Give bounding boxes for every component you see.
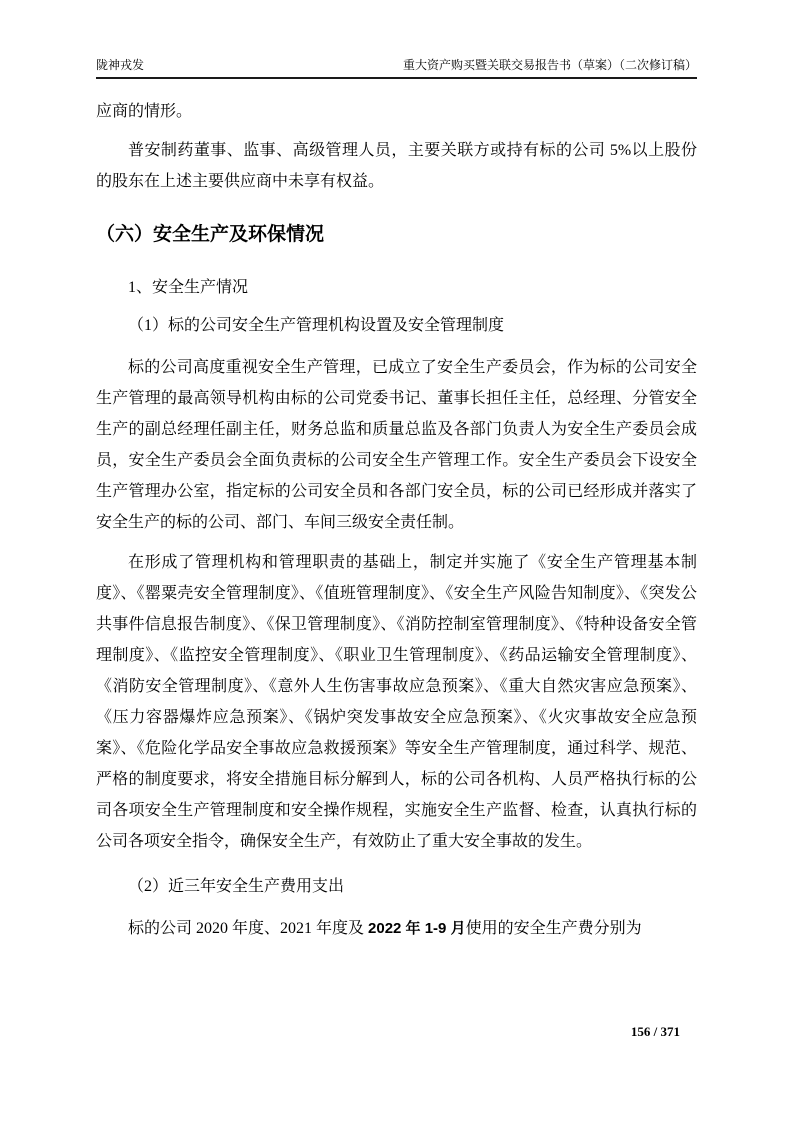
paragraph-shareholders: 普安制药董事、监事、高级管理人员，主要关联方或持有标的公司 5%以上股份的股东在上述主要供应商中未享有权益。 — [96, 142, 697, 190]
safety-fee-text-post: 使用的安全生产费分别为 — [465, 920, 642, 937]
subheading-safety-expenses: （2）近三年安全生产费用支出 — [128, 878, 345, 895]
paragraph-safety-committee: 标的公司高度重视安全生产管理，已成立了安全生产委员会，作为标的公司安全生产管理的最高领导机构由标的公司党委书记、董事长担任主任，总经理、分管安全生产的副总经理任副主任，财务总监和质量总监及各部门负责人为安全生产委员会成员，安全生产委员会全面负责标的公司安全生产管理工作。安全生产委员会下设安全生产管理办公室，指定标的公司安全员和各部门安全员，标的公司已经形成并落实了安全生产的标的公司、部门、车间三级安全责任制。 — [96, 359, 697, 531]
page-content — [96, 79, 697, 944]
subheading-safety-production: 1、安全生产情况 — [128, 279, 249, 296]
page-number: 156 / 371 — [630, 1024, 680, 1039]
page-header — [96, 0, 697, 79]
safety-fee-period-bold: 2022 年 1-9 月 — [368, 920, 466, 937]
subheading-management-structure: （1）标的公司安全生产管理机构设置及安全管理制度 — [128, 317, 505, 334]
paragraph-continuation: 应商的情形。 — [96, 103, 193, 120]
header-right-title: 重大资产购买暨关联交易报告书（草案）（二次修订稿） — [402, 58, 697, 72]
paragraph-safety-fee — [96, 913, 697, 944]
header-left-title: 陇神戎发 — [96, 58, 145, 72]
safety-fee-text-pre: 标的公司 2020 年度、2021 年度及 — [128, 920, 369, 937]
section-heading: （六）安全生产及环保情况 — [96, 224, 325, 245]
paragraph-safety-regulations: 在形成了管理机构和管理职责的基础上，制定并实施了《安全生产管理基本制度》、《罂粟壳安全管理制度》、《值班管理制度》、《安全生产风险告知制度》、《突发公共事件信息报告制度》、《保卫管理制度》、《消防控制室管理制度》、《特种设备安全管理制度》、《监控安全管理制度》、《职业卫生管理制度》、《药品运输安全管理制度》、《消防安全管理制度》、《意外人生伤害事故应急预案》、《重大自然灾害应急预案》、《压力容器爆炸应急预案》、《锅炉突发事故安全应急预案》、《火灾事故安全应急预案》、《危险化学品安全事故应急救援预案》等安全生产管理制度，通过科学、规范、严格的制度要求，将安全措施目标分解到人，标的公司各机构、人员严格执行标的公司各项安全生产管理制度和安全操作规程，实施安全生产监督、检查，认真执行标的公司各项安全指令，确保安全生产，有效防止了重大安全事故的发生。 — [96, 554, 697, 850]
